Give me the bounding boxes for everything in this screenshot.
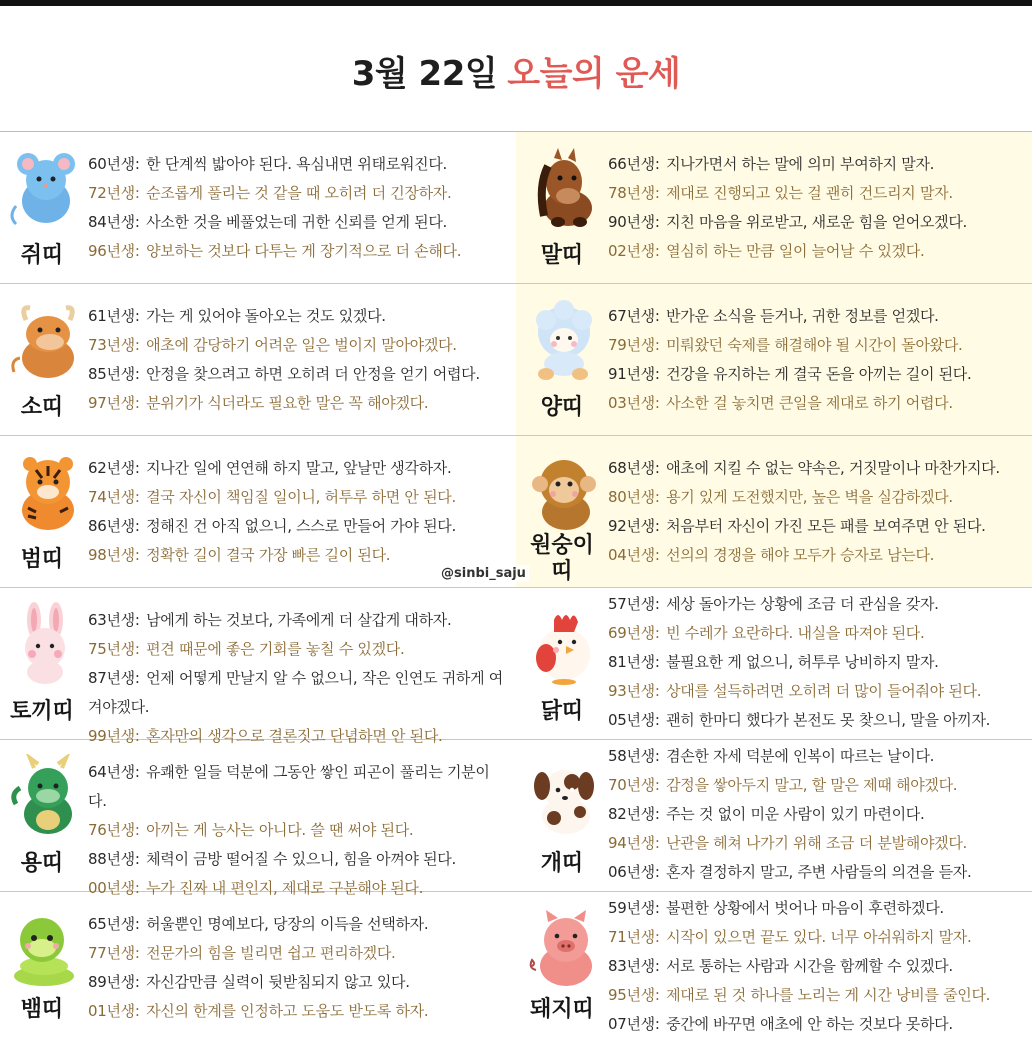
fortune-text: 정확한 길이 결국 가장 빠른 길이 된다. bbox=[146, 546, 391, 564]
birth-year: 61년생: bbox=[88, 307, 140, 325]
fortune-line bbox=[608, 706, 1028, 735]
birth-year: 72년생: bbox=[88, 184, 140, 202]
birth-year: 69년생: bbox=[608, 624, 660, 642]
fortune-line bbox=[608, 541, 1028, 570]
fortune-line bbox=[88, 179, 508, 208]
birth-year: 57년생: bbox=[608, 595, 660, 613]
rooster-icon bbox=[524, 602, 602, 686]
birth-year: 94년생: bbox=[608, 834, 660, 852]
fortune-text: 사소한 걸 놓치면 큰일을 제대로 하기 어렵다. bbox=[666, 394, 953, 412]
fortune-list bbox=[608, 742, 1028, 887]
zodiac-row bbox=[0, 132, 1032, 284]
fortune-list bbox=[88, 910, 508, 1026]
fortune-text: 서로 통하는 사람과 시간을 함께할 수 있겠다. bbox=[666, 957, 953, 975]
birth-year: 05년생: bbox=[608, 711, 660, 729]
birth-year: 84년생: bbox=[88, 213, 140, 231]
fortune-line bbox=[608, 619, 1028, 648]
fortune-text: 자신의 한계를 인정하고 도움도 받도록 하자. bbox=[146, 1002, 429, 1020]
birth-year: 82년생: bbox=[608, 805, 660, 823]
fortune-grid bbox=[0, 132, 1032, 1037]
fortune-text: 시작이 있으면 끝도 있다. 너무 아쉬워하지 말자. bbox=[666, 928, 972, 946]
fortune-list bbox=[88, 302, 508, 418]
birth-year: 93년생: bbox=[608, 682, 660, 700]
birth-year: 59년생: bbox=[608, 899, 660, 917]
fortune-text: 불필요한 게 없으니, 허투루 낭비하지 말자. bbox=[666, 653, 939, 671]
fortune-line bbox=[88, 816, 508, 845]
fortune-line bbox=[88, 664, 508, 722]
fortune-text: 건강을 유지하는 게 결국 돈을 아끼는 길이 된다. bbox=[666, 365, 972, 383]
dog-icon bbox=[524, 754, 602, 838]
fortune-text: 언제 어떻게 만날지 알 수 없으니, 작은 인연도 귀하게 여겨야겠다. bbox=[88, 669, 503, 716]
zodiac-name: 소띠 bbox=[20, 395, 64, 420]
birth-year: 73년생: bbox=[88, 336, 140, 354]
fortune-text: 선의의 경쟁을 해야 모두가 승자로 남는다. bbox=[666, 546, 935, 564]
fortune-line bbox=[88, 512, 508, 541]
fortune-text: 중간에 바꾸면 애초에 안 하는 것보다 못하다. bbox=[666, 1015, 953, 1033]
fortune-line bbox=[608, 894, 1028, 923]
zodiac-name-line1: 원숭이 bbox=[530, 533, 594, 558]
fortune-line bbox=[608, 952, 1028, 981]
fortune-text: 혼자만의 생각으로 결론짓고 단념하면 안 된다. bbox=[146, 727, 443, 745]
birth-year: 68년생: bbox=[608, 459, 660, 477]
fortune-text: 양보하는 것보다 다투는 게 장기적으로 더 손해다. bbox=[146, 242, 462, 260]
fortune-text: 용기 있게 도전했지만, 높은 벽을 실감하겠다. bbox=[666, 488, 953, 506]
fortune-text: 감정을 쌓아두지 말고, 할 말은 제때 해야겠다. bbox=[666, 776, 958, 794]
fortune-text: 유쾌한 일들 덕분에 그동안 쌓인 피곤이 풀리는 기분이다. bbox=[88, 763, 490, 810]
fortune-line bbox=[608, 360, 1028, 389]
fortune-line bbox=[608, 981, 1028, 1010]
birth-year: 87년생: bbox=[88, 669, 140, 687]
fortune-line bbox=[608, 389, 1028, 418]
fortune-line bbox=[88, 331, 508, 360]
birth-year: 91년생: bbox=[608, 365, 660, 383]
fortune-text: 체력이 금방 떨어질 수 있으니, 힘을 아껴야 된다. bbox=[146, 850, 456, 868]
birth-year: 07년생: bbox=[608, 1015, 660, 1033]
birth-year: 04년생: bbox=[608, 546, 660, 564]
fortune-line bbox=[608, 648, 1028, 677]
fortune-line bbox=[608, 923, 1028, 952]
zodiac-name: 양띠 bbox=[540, 395, 584, 420]
fortune-text: 주는 것 없이 미운 사람이 있기 마련이다. bbox=[666, 805, 925, 823]
fortune-line bbox=[88, 997, 508, 1026]
fortune-list bbox=[608, 590, 1028, 735]
page-title bbox=[0, 46, 1032, 95]
fortune-line bbox=[88, 968, 508, 997]
zodiac-name: 토끼띠 bbox=[10, 699, 74, 724]
fortune-text: 허울뿐인 명예보다, 당장의 이득을 선택하자. bbox=[146, 915, 429, 933]
birth-year: 62년생: bbox=[88, 459, 140, 477]
fortune-line bbox=[608, 237, 1028, 266]
fortune-text: 제대로 진행되고 있는 걸 괜히 건드리지 말자. bbox=[666, 184, 953, 202]
zodiac-name: 범띠 bbox=[20, 547, 64, 572]
fortune-text: 편견 때문에 좋은 기회를 놓칠 수 있겠다. bbox=[146, 640, 405, 658]
fortune-text: 누가 진짜 내 편인지, 제대로 구분해야 된다. bbox=[146, 879, 424, 897]
fortune-text: 상대를 설득하려면 오히려 더 많이 들어줘야 된다. bbox=[666, 682, 982, 700]
fortune-text: 순조롭게 풀리는 것 같을 때 오히려 더 긴장하자. bbox=[146, 184, 452, 202]
birth-year: 89년생: bbox=[88, 973, 140, 991]
zodiac-card bbox=[0, 588, 516, 745]
fortune-text: 난관을 헤쳐 나가기 위해 조금 더 분발해야겠다. bbox=[666, 834, 967, 852]
fortune-list bbox=[88, 606, 508, 751]
fortune-line bbox=[88, 845, 508, 874]
birth-year: 85년생: bbox=[88, 365, 140, 383]
dragon-icon bbox=[6, 754, 84, 838]
fortune-line bbox=[608, 742, 1028, 771]
zodiac-card bbox=[0, 892, 516, 1037]
fortune-text: 가는 게 있어야 돌아오는 것도 있겠다. bbox=[146, 307, 386, 325]
birth-year: 71년생: bbox=[608, 928, 660, 946]
fortune-line bbox=[88, 635, 508, 664]
fortune-line bbox=[88, 758, 508, 816]
zodiac-row bbox=[0, 284, 1032, 436]
rabbit-icon bbox=[6, 602, 84, 686]
fortune-text: 열심히 하는 만큼 일이 늘어날 수 있겠다. bbox=[666, 242, 925, 260]
zodiac-card bbox=[0, 740, 516, 897]
watermark: @sinbi_saju bbox=[438, 565, 529, 582]
zodiac-name: 뱀띠 bbox=[20, 997, 64, 1022]
fortune-list bbox=[608, 454, 1028, 570]
birth-year: 64년생: bbox=[88, 763, 140, 781]
fortune-text: 안정을 찾으려고 하면 오히려 더 안정을 얻기 어렵다. bbox=[146, 365, 480, 383]
fortune-text: 정해진 건 아직 없으니, 스스로 만들어 가야 된다. bbox=[146, 517, 456, 535]
fortune-text: 애초에 감당하기 어려운 일은 벌이지 말아야겠다. bbox=[146, 336, 457, 354]
top-bar bbox=[0, 0, 1032, 6]
fortune-line bbox=[608, 179, 1028, 208]
fortune-line bbox=[608, 677, 1028, 706]
zodiac-name: 개띠 bbox=[540, 851, 584, 876]
fortune-line bbox=[88, 237, 508, 266]
zodiac-name: 말띠 bbox=[540, 243, 584, 268]
snake-icon bbox=[6, 906, 84, 990]
birth-year: 95년생: bbox=[608, 986, 660, 1004]
birth-year: 00년생: bbox=[88, 879, 140, 897]
birth-year: 86년생: bbox=[88, 517, 140, 535]
monkey-icon bbox=[524, 450, 602, 534]
birth-year: 81년생: bbox=[608, 653, 660, 671]
fortune-text: 애초에 지킬 수 없는 약속은, 거짓말이나 마찬가지다. bbox=[666, 459, 1000, 477]
fortune-text: 괜히 한마디 했다가 본전도 못 찾으니, 말을 아끼자. bbox=[666, 711, 991, 729]
birth-year: 60년생: bbox=[88, 155, 140, 173]
fortune-line bbox=[608, 829, 1028, 858]
fortune-text: 겸손한 자세 덕분에 인복이 따르는 날이다. bbox=[666, 747, 935, 765]
zodiac-card bbox=[516, 740, 1032, 891]
zodiac-name bbox=[520, 533, 604, 585]
fortune-line bbox=[608, 483, 1028, 512]
zodiac-card bbox=[516, 132, 1032, 283]
birth-year: 98년생: bbox=[88, 546, 140, 564]
fortune-list bbox=[88, 758, 508, 903]
fortune-text: 혼자 결정하지 말고, 주변 사람들의 의견을 듣자. bbox=[666, 863, 972, 881]
fortune-text: 지나가면서 하는 말에 의미 부여하지 말자. bbox=[666, 155, 935, 173]
fortune-list bbox=[608, 150, 1028, 266]
fortune-text: 세상 돌아가는 상황에 조금 더 관심을 갖자. bbox=[666, 595, 939, 613]
zodiac-card bbox=[516, 588, 1032, 739]
fortune-text: 빈 수레가 요란하다. 내실을 따져야 된다. bbox=[666, 624, 925, 642]
birth-year: 58년생: bbox=[608, 747, 660, 765]
fortune-list bbox=[608, 894, 1028, 1039]
sheep-icon bbox=[524, 298, 602, 382]
fortune-line bbox=[88, 208, 508, 237]
fortune-list bbox=[88, 150, 508, 266]
zodiac-name: 쥐띠 bbox=[20, 243, 64, 268]
fortune-line bbox=[88, 389, 508, 418]
zodiac-row bbox=[0, 892, 1032, 1037]
fortune-line bbox=[88, 939, 508, 968]
zodiac-name: 돼지띠 bbox=[530, 997, 594, 1022]
birth-year: 66년생: bbox=[608, 155, 660, 173]
fortune-line bbox=[88, 483, 508, 512]
fortune-line bbox=[608, 454, 1028, 483]
fortune-text: 불편한 상황에서 벗어나 마음이 후련하겠다. bbox=[666, 899, 944, 917]
birth-year: 97년생: bbox=[88, 394, 140, 412]
fortune-line bbox=[88, 150, 508, 179]
fortune-line bbox=[608, 1010, 1028, 1039]
fortune-text: 아끼는 게 능사는 아니다. 쓸 땐 써야 된다. bbox=[146, 821, 414, 839]
fortune-text: 반가운 소식을 듣거나, 귀한 정보를 얻겠다. bbox=[666, 307, 939, 325]
birth-year: 03년생: bbox=[608, 394, 660, 412]
fortune-text: 분위기가 식더라도 필요한 말은 꼭 해야겠다. bbox=[146, 394, 429, 412]
fortune-line bbox=[608, 858, 1028, 887]
fortune-line bbox=[88, 302, 508, 331]
fortune-text: 지나간 일에 연연해 하지 말고, 앞날만 생각하자. bbox=[146, 459, 452, 477]
birth-year: 75년생: bbox=[88, 640, 140, 658]
fortune-line bbox=[608, 208, 1028, 237]
fortune-line bbox=[608, 150, 1028, 179]
fortune-line bbox=[608, 512, 1028, 541]
zodiac-card bbox=[0, 284, 516, 435]
mouse-icon bbox=[6, 146, 84, 230]
fortune-text: 제대로 된 것 하나를 노리는 게 시간 낭비를 줄인다. bbox=[666, 986, 991, 1004]
fortune-line bbox=[608, 302, 1028, 331]
fortune-text: 미뤄왔던 숙제를 해결해야 될 시간이 돌아왔다. bbox=[666, 336, 963, 354]
fortune-list bbox=[608, 302, 1028, 418]
pig-icon bbox=[524, 906, 602, 990]
birth-year: 99년생: bbox=[88, 727, 140, 745]
birth-year: 74년생: bbox=[88, 488, 140, 506]
fortune-text: 처음부터 자신이 가진 모든 패를 보여주면 안 된다. bbox=[666, 517, 986, 535]
zodiac-row bbox=[0, 740, 1032, 897]
birth-year: 65년생: bbox=[88, 915, 140, 933]
horse-icon bbox=[524, 146, 602, 230]
zodiac-name: 용띠 bbox=[20, 851, 64, 876]
fortune-line bbox=[608, 331, 1028, 360]
zodiac-row bbox=[0, 588, 1032, 745]
zodiac-name: 닭띠 bbox=[540, 699, 584, 724]
fortune-text: 남에게 하는 것보다, 가족에게 더 살갑게 대하자. bbox=[146, 611, 452, 629]
birth-year: 92년생: bbox=[608, 517, 660, 535]
birth-year: 83년생: bbox=[608, 957, 660, 975]
fortune-line bbox=[608, 800, 1028, 829]
birth-year: 01년생: bbox=[88, 1002, 140, 1020]
fortune-line bbox=[88, 454, 508, 483]
title-heading: 오늘의 운세 bbox=[507, 54, 681, 94]
birth-year: 80년생: bbox=[608, 488, 660, 506]
fortune-list bbox=[88, 454, 508, 570]
fortune-line bbox=[88, 360, 508, 389]
birth-year: 79년생: bbox=[608, 336, 660, 354]
birth-year: 90년생: bbox=[608, 213, 660, 231]
fortune-text: 지친 마음을 위로받고, 새로운 힘을 얻어오겠다. bbox=[666, 213, 967, 231]
fortune-text: 자신감만큼 실력이 뒷받침되지 않고 있다. bbox=[146, 973, 410, 991]
fortune-text: 결국 자신이 책임질 일이니, 허투루 하면 안 된다. bbox=[146, 488, 456, 506]
ox-icon bbox=[6, 298, 84, 382]
fortune-line bbox=[608, 590, 1028, 619]
tiger-icon bbox=[6, 450, 84, 534]
fortune-line bbox=[608, 771, 1028, 800]
zodiac-name-line2: 띠 bbox=[551, 559, 573, 584]
zodiac-card bbox=[0, 132, 516, 283]
zodiac-card bbox=[516, 892, 1032, 1037]
birth-year: 76년생: bbox=[88, 821, 140, 839]
title-date: 3월 22일 bbox=[351, 54, 498, 94]
birth-year: 63년생: bbox=[88, 611, 140, 629]
birth-year: 88년생: bbox=[88, 850, 140, 868]
birth-year: 77년생: bbox=[88, 944, 140, 962]
fortune-text: 전문가의 힘을 빌리면 쉽고 편리하겠다. bbox=[146, 944, 396, 962]
birth-year: 67년생: bbox=[608, 307, 660, 325]
fortune-line bbox=[88, 606, 508, 635]
birth-year: 70년생: bbox=[608, 776, 660, 794]
birth-year: 06년생: bbox=[608, 863, 660, 881]
fortune-text: 한 단계씩 밟아야 된다. 욕심내면 위태로워진다. bbox=[146, 155, 447, 173]
birth-year: 78년생: bbox=[608, 184, 660, 202]
fortune-text: 사소한 것을 베풀었는데 귀한 신뢰를 얻게 된다. bbox=[146, 213, 447, 231]
birth-year: 02년생: bbox=[608, 242, 660, 260]
zodiac-card bbox=[516, 284, 1032, 435]
birth-year: 96년생: bbox=[88, 242, 140, 260]
zodiac-card bbox=[516, 436, 1032, 587]
fortune-line bbox=[88, 910, 508, 939]
